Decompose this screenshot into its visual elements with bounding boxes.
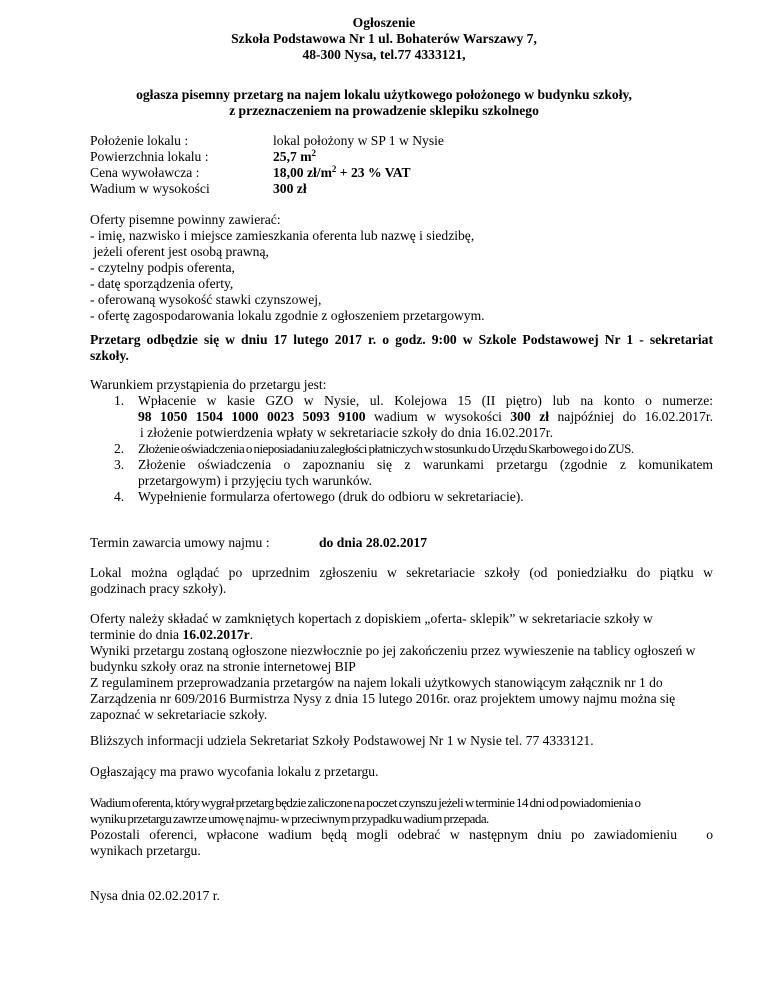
detail-value-deposit: 300 zł xyxy=(273,181,307,196)
school-address: 48-300 Nysa, tel.77 4333121, xyxy=(302,47,466,62)
contact-info: Bliższych informacji udziela Sekretariat Szkoły Podstawowej Nr 1 w Nysie tel. 77 4333121. xyxy=(90,733,594,748)
doc-title: Ogłoszenie xyxy=(352,15,416,30)
tender-date: Przetarg odbędzie się w dniu 17 lutego 2017 r. o godz. 9:00 w Szkole Podstawowej Nr 1 - sekretariat szkoły. xyxy=(90,332,713,363)
detail-value-area: 25,7 $m^2$ xyxy=(273,148,317,164)
announcement-line-1: ogłasza pisemny przetarg na najem lokalu użytkowego położonego w budynku szkoły, xyxy=(136,87,632,102)
offers-item: - ofertę zagospodarowania lokalu zgodnie z ogłoszeniem przetargowym. xyxy=(90,308,485,323)
offers-item: - czytelny podpis oferenta, xyxy=(90,260,235,275)
detail-value-price: 18,00 $zł/m^2 + 23$ % VAT xyxy=(273,164,411,180)
detail-label-area: Powierzchnia lokalu : xyxy=(90,149,209,164)
announcement-line-2: z przeznaczeniem na prowadzenie sklepiku szkolnego xyxy=(229,103,539,118)
viewing-info: Lokal można oglądać po uprzednim zgłoszeniu w sekretariacie szkoły (od poniedziałku do piątku w godzinach pracy szkoły). xyxy=(90,565,713,596)
conditions-intro: Warunkiem przystąpienia do przetargu jest: xyxy=(90,377,327,392)
deposit-note-line-1: Wadium oferenta, który wygrał przetarg będzie zaliczone na poczet czynszu jeżeli w terminie 14 dni od powiadomienia o xyxy=(90,795,641,810)
submission-info: Oferty należy składać w zamkniętych kopertach z dopiskiem „oferta- sklepik” w sekretariacie szkoły w terminie do dnia 16.02.2017r. Wyniki przetargu zostaną ogłoszone niezwłocznie po jej zakończeniu przez wywieszenie na tablicy ogłoszeń w budynku szkoły oraz na stronie internetowej BIP Z regulaminem przeprowadzania przetargów na najem lokali użytkowych stanowiącym załącznik nr 1 do Zarządzenia nr 609/2016 Burmistrza Nysy z dnia 15 lutego 2016r. oraz projektem umowy najmu można się zapoznać w sekretariacie szkoły. xyxy=(90,611,696,722)
condition-3: Złożenie oświadczenia o zapoznaniu się z warunkami przetargu (zgodnie z komunikatem przetargowym) i przyjęciu tych warunków. xyxy=(138,457,713,488)
school-name: Szkoła Podstawowa Nr 1 ul. Bohaterów Warszawy 7, xyxy=(231,31,537,46)
condition-number: 1. xyxy=(114,393,125,408)
detail-label-location: Położenie lokalu : xyxy=(90,133,189,148)
condition-2: Złożenie oświadczenia o nieposiadaniu zaległości płatniczych w stosunku do Urzędu Skarbowego i do ZUS. xyxy=(138,441,634,456)
contract-label: Termin zawarcia umowy najmu : xyxy=(90,535,270,550)
deposit-note-line-2: wyniku przetargu zawrze umowę najmu- w przeciwnym przypadku wadium przepada. xyxy=(90,811,489,826)
deposit-return: Pozostali oferenci, wpłacone wadium będą mogli odebrać w następnym dniu po zawiadomieniu o wynikach przetargu. xyxy=(90,827,713,858)
offers-item: - oferowaną wysokość stawki czynszowej, xyxy=(90,292,322,307)
offers-item: - datę sporządzenia oferty, xyxy=(90,276,234,291)
detail-label-price: Cena wywoławcza : xyxy=(90,165,200,180)
contract-date: do dnia 28.02.2017 xyxy=(319,535,428,550)
condition-1: Wpłacenie w kasie GZO w Nysie, ul. Kolejowa 15 (II piętro) lub na konto o numerze: 98 1050 1504 1000 0023 5093 9100 wadium w wysokości 300 zł najpóźniej do 16.02.2017r. i złożenie potwierdzenia wpłaty w sekretariacie szkoły do dnia 16.02.2017r. xyxy=(138,393,713,440)
offers-item: - imię, nazwisko i miejsce zamieszkania oferenta lub nazwę i siedzibę, xyxy=(90,228,475,243)
place-date: Nysa dnia 02.02.2017 r. xyxy=(90,888,220,903)
condition-4: Wypełnienie formularza ofertowego (druk do odbioru w sekretariacie). xyxy=(138,489,524,504)
condition-number: 2. xyxy=(114,441,125,456)
detail-value-location: lokal położony w SP 1 w Nysie xyxy=(273,133,444,148)
detail-label-deposit: Wadium w wysokości xyxy=(90,181,210,196)
offers-intro: Oferty pisemne powinny zawierać: xyxy=(90,212,281,227)
condition-number: 3. xyxy=(114,457,125,472)
withdraw-note: Ogłaszający ma prawo wycofania lokalu z przetargu. xyxy=(90,764,379,779)
condition-number: 4. xyxy=(114,489,125,504)
offers-item: jeżeli oferent jest osobą prawną, xyxy=(90,244,269,259)
